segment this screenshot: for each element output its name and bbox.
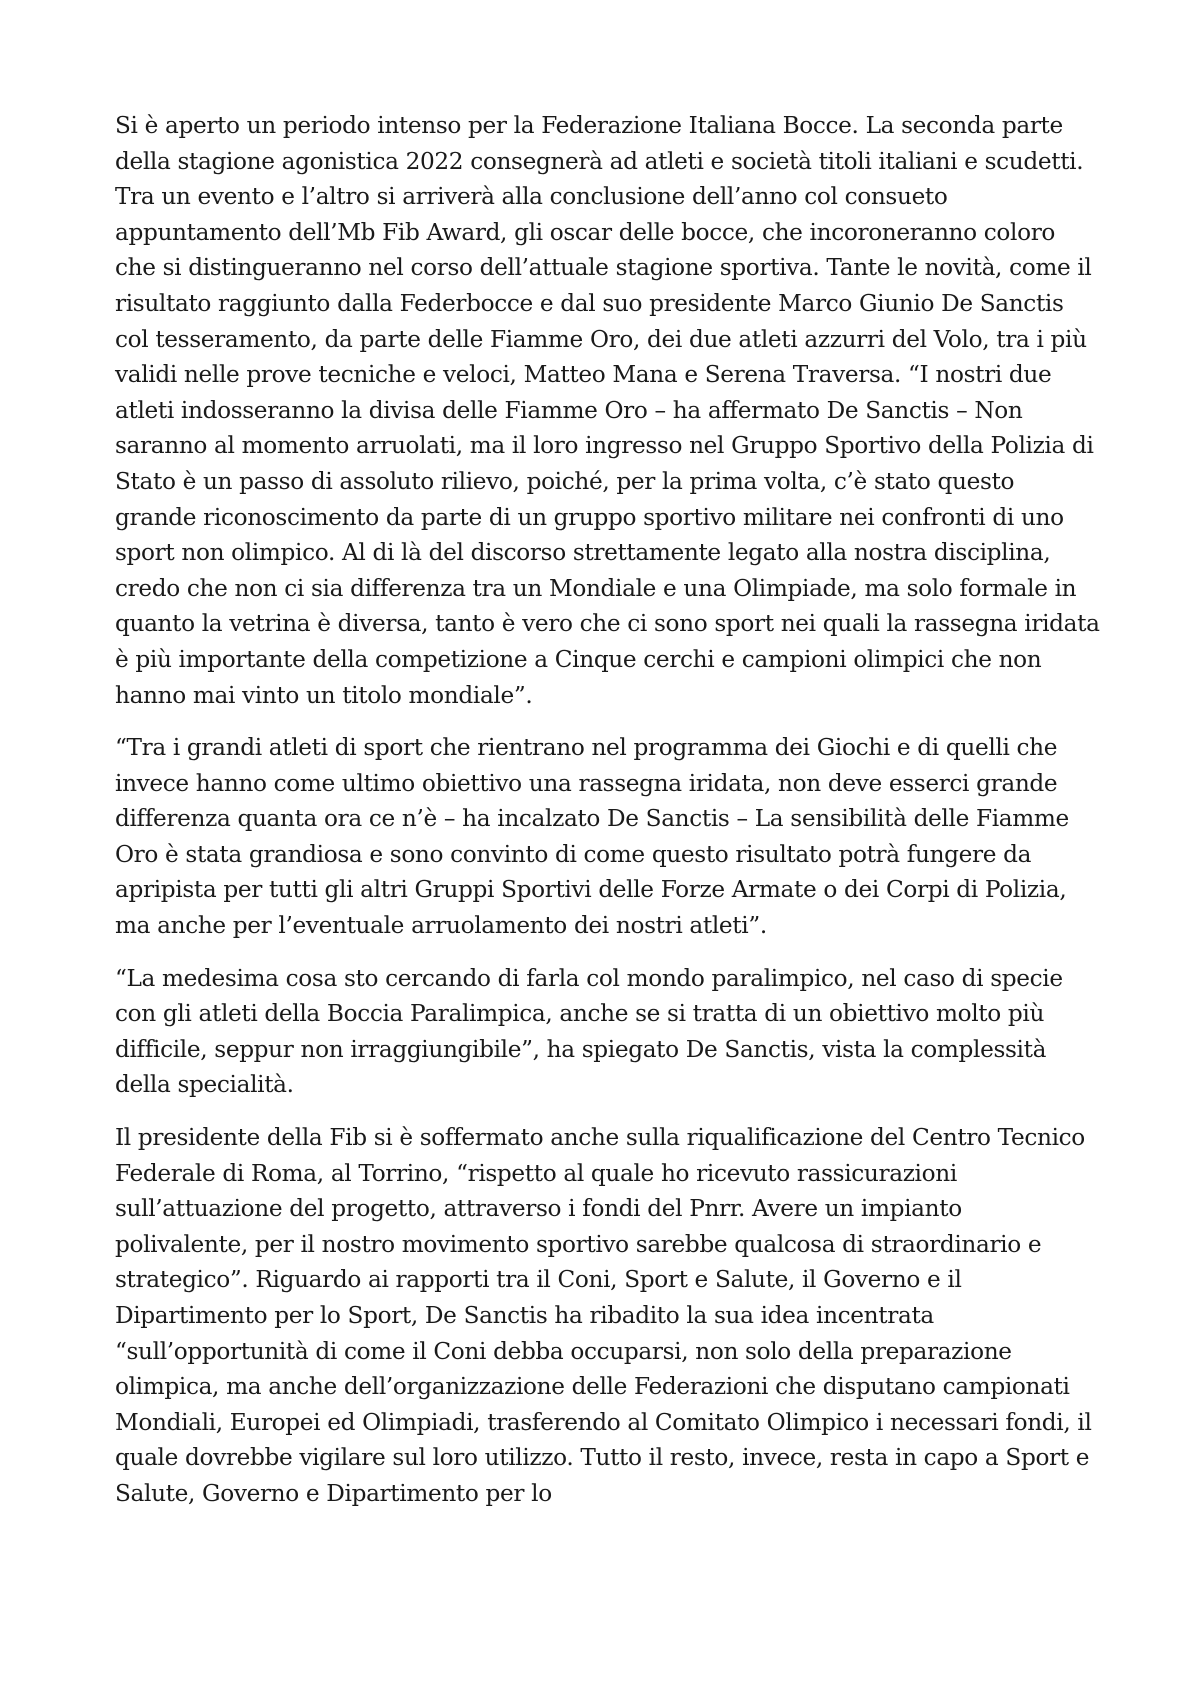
article-body xyxy=(115,108,1100,1529)
paragraph-1: Si è aperto un periodo intenso per la Federazione Italiana Bocce. La seconda parte della stagione agonistica 2022 consegnerà ad atleti e società titoli italiani e scudetti. Tra un evento e l’altro si arriverà alla conclusione dell’anno col consueto appuntamento dell’Mb Fib Award, gli oscar delle bocce, che incoroneranno coloro che si distingueranno nel corso dell’attuale stagione sportiva. Tante le novità, come il risultato raggiunto dalla Federbocce e dal suo presidente Marco Giunio De Sanctis col tesseramento, da parte delle Fiamme Oro, dei due atleti azzurri del Volo, tra i più validi nelle prove tecniche e veloci, Matteo Mana e Serena Traversa. “I nostri due atleti indosseranno la divisa delle Fiamme Oro – ha affermato De Sanctis – Non saranno al momento arruolati, ma il loro ingresso nel Gruppo Sportivo della Polizia di Stato è un passo di assoluto rilievo, poiché, per la prima volta, c’è stato questo grande riconoscimento da parte di un gruppo sportivo militare nei confronti di uno sport non olimpico. Al di là del discorso strettamente legato alla nostra disciplina, credo che non ci sia differenza tra un Mondiale e una Olimpiade, ma solo formale in quanto la vetrina è diversa, tanto è vero che ci sono sport nei quali la rassegna iridata è più importante della competizione a Cinque cerchi e campioni olimpici che non hanno mai vinto un titolo mondiale”. xyxy=(115,112,1100,709)
paragraph-2: “Tra i grandi atleti di sport che rientrano nel programma dei Giochi e di quelli che invece hanno come ultimo obiettivo una rassegna iridata, non deve esserci grande differenza quanta ora ce n’è – ha incalzato De Sanctis – La sensibilità delle Fiamme Oro è stata grandiosa e sono convinto di come questo risultato potrà fungere da apripista per tutti gli altri Gruppi Sportivi delle Forze Armate o dei Corpi di Polizia, ma anche per l’eventuale arruolamento dei nostri atleti”. xyxy=(115,734,1069,940)
paragraph-4: Il presidente della Fib si è soffermato anche sulla riqualificazione del Centro Tecnico Federale di Roma, al Torrino, “rispetto al quale ho ricevuto rassicurazioni sull’attuazione del progetto, attraverso i fondi del Pnrr. Avere un impianto polivalente, per il nostro movimento sportivo sarebbe qualcosa di straordinario e strategico”. Riguardo ai rapporti tra il Coni, Sport e Salute, il Governo e il Dipartimento per lo Sport, De Sanctis ha ribadito la sua idea incentrata “sull’opportunità di come il Coni debba occuparsi, non solo della preparazione olimpica, ma anche dell’organizzazione delle Federazioni che disputano campionati Mondiali, Europei ed Olimpiadi, trasferendo al Comitato Olimpico i necessari fondi, il quale dovrebbe vigilare sul loro utilizzo. Tutto il resto, invece, resta in capo a Sport e Salute, Governo e Dipartimento per lo xyxy=(115,1124,1092,1507)
paragraph-3: “La medesima cosa sto cercando di farla col mondo paralimpico, nel caso di specie con gli atleti della Boccia Paralimpica, anche se si tratta di un obiettivo molto più difficile, seppur non irraggiungibile”, ha spiegato De Sanctis, vista la complessità della specialità. xyxy=(115,964,1063,1099)
